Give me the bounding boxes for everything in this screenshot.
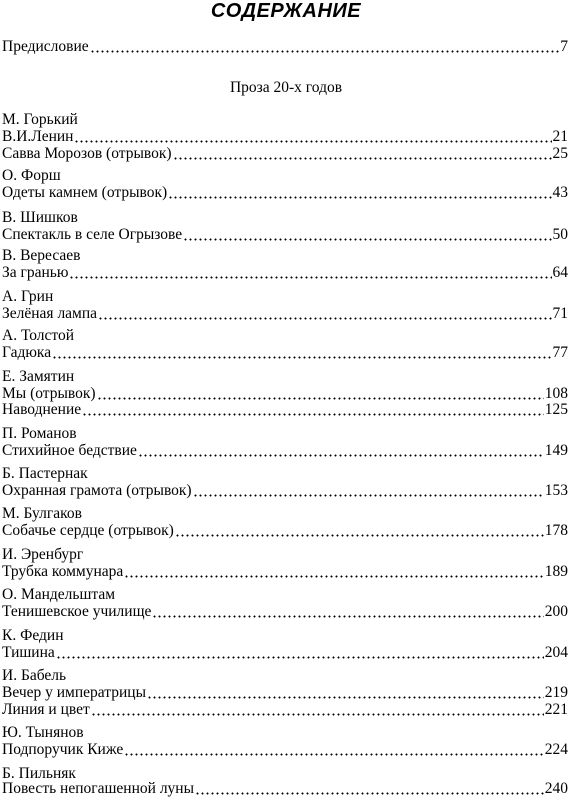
dot-leader <box>193 483 544 497</box>
toc-entry-title: Спектакль в селе Огрызове <box>2 226 183 243</box>
author-name: А. Грин <box>2 288 54 305</box>
toc-entry[interactable] <box>2 343 568 362</box>
dot-leader <box>175 523 544 537</box>
toc-entry-page: 200 <box>544 603 568 620</box>
toc-entry-page: 224 <box>544 741 568 758</box>
dot-leader <box>168 185 551 199</box>
toc-entry-title: За гранью <box>2 264 69 281</box>
toc-entry[interactable] <box>2 183 568 202</box>
toc-entry-page: 50 <box>552 226 568 243</box>
author-name: Ю. Тынянов <box>2 724 84 741</box>
author-name: А. Толстой <box>2 327 75 344</box>
author-name: К. Федин <box>2 627 64 644</box>
toc-entry-title: Подпоручик Киже <box>2 741 124 758</box>
author-name: П. Романов <box>2 425 77 442</box>
toc-entry-title: Тенишевское училище <box>2 603 152 620</box>
toc-entry-title: Зелёная лампа <box>2 305 98 322</box>
toc-entry[interactable] <box>2 779 568 798</box>
toc-entry-preface[interactable] <box>2 37 568 56</box>
toc-entry-title: Линия и цвет <box>2 701 90 718</box>
toc-entry-title: Повесть непогашенной луны <box>2 780 195 797</box>
dot-leader <box>147 685 544 699</box>
toc-entry-title: Наводнение <box>2 401 82 418</box>
toc-entry-title: Трубка коммунара <box>2 563 124 580</box>
dot-leader <box>69 265 551 279</box>
dot-leader <box>82 402 544 416</box>
toc-entry[interactable] <box>2 144 568 163</box>
toc-entry[interactable] <box>2 400 568 419</box>
dot-leader <box>138 443 544 457</box>
toc-entry[interactable] <box>2 521 568 540</box>
toc-entry-page: 125 <box>544 401 568 418</box>
toc-entry-page: 219 <box>544 684 568 701</box>
toc-entry-page: 71 <box>552 305 568 322</box>
author-name: В. Вересаев <box>2 247 81 264</box>
toc-entry-page: 204 <box>544 644 568 661</box>
toc-entry[interactable] <box>2 740 568 759</box>
dot-leader <box>90 39 560 53</box>
dot-leader <box>97 386 544 400</box>
dot-leader <box>183 227 551 241</box>
section-heading: Проза 20-х годов <box>229 79 343 96</box>
author-name: И. Бабель <box>2 667 67 684</box>
toc-entry-page: 189 <box>544 563 568 580</box>
author-name: Е. Замятин <box>2 368 75 385</box>
toc-entry-title: Собачье сердце (отрывок) <box>2 522 174 539</box>
toc-entry[interactable] <box>2 441 568 460</box>
author-name: О. Мандельштам <box>2 586 116 603</box>
toc-entry[interactable] <box>2 481 568 500</box>
toc-entry-title: Стихийное бедствие <box>2 442 137 459</box>
toc-entry[interactable] <box>2 700 568 719</box>
toc-entry-page: 240 <box>544 780 568 797</box>
author-name: Б. Пильняк <box>2 765 76 782</box>
toc-entry[interactable] <box>2 562 568 581</box>
toc-entry-title: Вечер у императрицы <box>2 684 146 701</box>
toc-entry-title: В.И.Ленин <box>2 128 74 145</box>
author-name: В. Шишков <box>2 209 78 226</box>
dot-leader <box>124 564 543 578</box>
toc-entry-page: 108 <box>544 385 568 402</box>
toc-entry-page: 25 <box>552 145 568 162</box>
toc-entry-page: 43 <box>552 184 568 201</box>
toc-entry-page: 178 <box>544 522 568 539</box>
author-name: Б. Пастернак <box>2 465 88 482</box>
dot-leader <box>152 604 543 618</box>
author-name: М. Булгаков <box>2 505 82 522</box>
toc-entry-title: Тишина <box>2 644 55 661</box>
toc-entry-title: Савва Морозов (отрывок) <box>2 145 172 162</box>
author-name: О. Форш <box>2 167 61 184</box>
toc-entry-page: 21 <box>552 128 568 145</box>
toc-entry-title: Гадюка <box>2 344 52 361</box>
toc-entry-page: 64 <box>552 264 568 281</box>
dot-leader <box>91 702 544 716</box>
toc-entry-page: 77 <box>552 344 568 361</box>
page-title: СОДЕРЖАНИЕ <box>210 0 362 22</box>
toc-entry-title: Охранная грамота (отрывок) <box>2 482 192 499</box>
toc-entry[interactable] <box>2 263 568 282</box>
dot-leader <box>52 345 551 359</box>
dot-leader <box>74 129 551 143</box>
toc-entry[interactable] <box>2 602 568 621</box>
toc-entry-title: Предисловие <box>2 38 89 55</box>
dot-leader <box>195 781 544 795</box>
author-name: И. Эренбург <box>2 546 84 563</box>
toc-entry[interactable] <box>2 225 568 244</box>
dot-leader <box>124 742 544 756</box>
toc-entry-page: 153 <box>544 482 568 499</box>
toc-entry-page: 149 <box>544 442 568 459</box>
dot-leader <box>98 306 551 320</box>
toc-entry-page: 221 <box>544 701 568 718</box>
dot-leader <box>56 645 544 659</box>
toc-entry-title: Одеты камнем (отрывок) <box>2 184 168 201</box>
toc-entry-title: Мы (отрывок) <box>2 385 96 402</box>
toc-entry[interactable] <box>2 643 568 662</box>
dot-leader <box>173 146 552 160</box>
author-name: М. Горький <box>2 111 78 128</box>
toc-entry-page: 7 <box>560 38 568 55</box>
toc-entry[interactable] <box>2 304 568 323</box>
